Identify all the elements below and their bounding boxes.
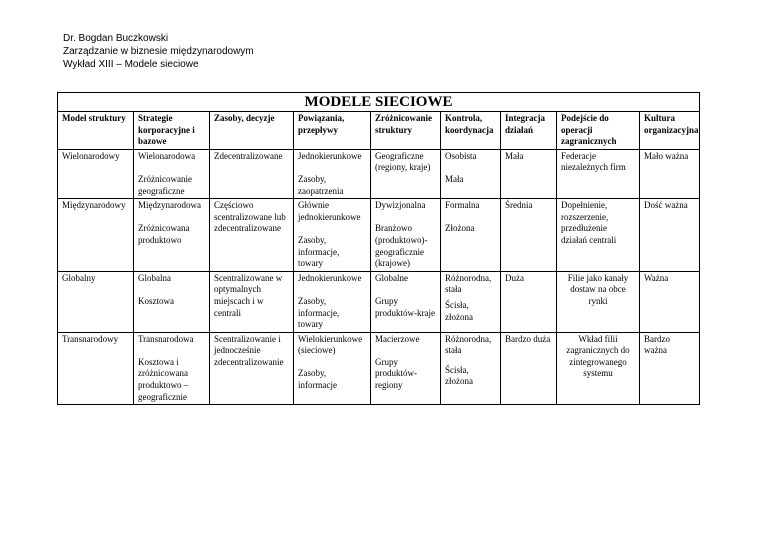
model-cell: Globalny bbox=[58, 271, 134, 332]
culture-cell: Dość ważna bbox=[640, 199, 700, 272]
diversity-cell bbox=[371, 271, 441, 332]
table-row bbox=[58, 199, 700, 272]
author-line: Dr. Bogdan Buczkowski bbox=[63, 33, 169, 44]
diversity-cell bbox=[371, 332, 441, 405]
culture-cell: Bardzo ważna bbox=[640, 332, 700, 405]
links-cell bbox=[294, 271, 371, 332]
document-header bbox=[63, 32, 254, 71]
table-title: MODELE SIECIOWE bbox=[58, 93, 700, 112]
resources-cell: Częściowo scentralizowane lub zdecentralizowane bbox=[210, 199, 294, 272]
approach-cell: Dopełnienie, rozszerzenie, przedłużenie działań centrali bbox=[557, 199, 640, 272]
model-cell: Międzynarodowy bbox=[58, 199, 134, 272]
diversity-type: Globalne bbox=[375, 272, 408, 283]
diversity-detail: Grupy produktów-kraje bbox=[375, 295, 435, 318]
strategy-main: Międzynarodowa bbox=[138, 200, 201, 211]
strategy-cell bbox=[134, 332, 210, 405]
column-header: Podejście do operacji zagranicznych bbox=[557, 112, 640, 150]
control-level: Ścisła, złożona bbox=[445, 299, 473, 322]
strategy-main: Wielonarodowa bbox=[138, 150, 196, 161]
column-header: Powiązania, przepływy bbox=[294, 112, 371, 150]
integration-cell: Bardzo duża bbox=[501, 332, 557, 405]
culture-cell: Mało ważna bbox=[640, 149, 700, 198]
table-row bbox=[58, 332, 700, 405]
header-row bbox=[58, 112, 700, 150]
strategy-cell bbox=[134, 199, 210, 272]
links-direction: Jednokierunkowe bbox=[298, 150, 362, 161]
control-type: Osobista bbox=[445, 150, 477, 161]
integration-cell: Duża bbox=[501, 271, 557, 332]
course-line: Zarządzanie w biznesie międzynarodowym bbox=[63, 46, 254, 57]
links-content: Zasoby, informacje, towary bbox=[298, 295, 340, 330]
links-direction: Głównie jednokierunkowe bbox=[298, 200, 361, 222]
strategy-base: Kosztowa i zróżnicowana produktowo – geograficznie bbox=[138, 356, 189, 402]
column-header: Zróżnicowanie struktury bbox=[371, 112, 441, 150]
integration-cell: Mała bbox=[501, 149, 557, 198]
control-cell bbox=[441, 332, 501, 405]
diversity-cell bbox=[371, 199, 441, 272]
model-cell: Transnarodowy bbox=[58, 332, 134, 405]
culture-cell: Ważna bbox=[640, 271, 700, 332]
links-direction: Jednokierunkowe bbox=[298, 272, 362, 283]
links-cell bbox=[294, 199, 371, 272]
diversity-detail: Grupy produktów-regiony bbox=[375, 356, 417, 391]
column-header: Integracja działań bbox=[501, 112, 557, 150]
resources-cell: Scentralizowanie i jednocześnie zdecentralizowanie bbox=[210, 332, 294, 405]
diversity-detail: Branżowo (produktowo)-geograficznie (krajowe) bbox=[375, 223, 428, 269]
column-header: Strategie korporacyjne i bazowe bbox=[134, 112, 210, 150]
strategy-base: Kosztowa bbox=[138, 295, 174, 306]
control-level: Złożona bbox=[445, 223, 475, 234]
control-type: Formalna bbox=[445, 200, 480, 211]
network-models-table bbox=[57, 92, 700, 405]
links-cell bbox=[294, 332, 371, 405]
table-row bbox=[58, 149, 700, 198]
control-type: Różnorodna, stała bbox=[445, 272, 492, 295]
diversity-type: Macierzowe bbox=[375, 333, 420, 344]
integration-cell: Średnia bbox=[501, 199, 557, 272]
lecture-line: Wykład XIII – Modele sieciowe bbox=[63, 59, 199, 70]
diversity-cell: Geograficzne (regiony, kraje) bbox=[371, 149, 441, 198]
column-header: Kontrola, koordynacja bbox=[441, 112, 501, 150]
title-row bbox=[58, 93, 700, 112]
links-content: Zasoby, informacje, towary bbox=[298, 234, 340, 269]
links-direction: Wielokierunkowe (sieciowe) bbox=[298, 333, 363, 356]
diversity-type: Dywizjonalna bbox=[375, 200, 426, 211]
strategy-cell bbox=[134, 149, 210, 198]
control-cell bbox=[441, 271, 501, 332]
column-header: Kultura organizacyjna bbox=[640, 112, 700, 150]
links-content: Zasoby, informacje bbox=[298, 368, 337, 391]
control-level: Mała bbox=[445, 173, 464, 184]
control-type: Różnorodna, stała bbox=[445, 333, 492, 356]
strategy-base: Zróżnicowana produktowo bbox=[138, 223, 190, 245]
control-cell bbox=[441, 199, 501, 272]
links-cell bbox=[294, 149, 371, 198]
table-row bbox=[58, 271, 700, 332]
strategy-main: Transnarodowa bbox=[138, 333, 194, 344]
approach-cell: Federacje niezależnych firm bbox=[557, 149, 640, 198]
control-level: Ścisła, złożona bbox=[445, 364, 473, 387]
resources-cell: Zdecentralizowane bbox=[210, 149, 294, 198]
strategy-cell bbox=[134, 271, 210, 332]
strategy-main: Globalna bbox=[138, 272, 171, 283]
approach-cell: Filie jako kanały dostaw na obce rynki bbox=[557, 271, 640, 332]
links-content: Zasoby, zaopatrzenia bbox=[298, 173, 344, 196]
resources-cell: Scentralizowane w optymalnych miejscach i w centrali bbox=[210, 271, 294, 332]
strategy-base: Zróżnicowanie geograficzne bbox=[138, 173, 192, 196]
approach-cell: Wkład filii zagranicznych do zintegrowanego systemu bbox=[557, 332, 640, 405]
column-header: Model struktury bbox=[58, 112, 134, 150]
control-cell bbox=[441, 149, 501, 198]
column-header: Zasoby, decyzje bbox=[210, 112, 294, 150]
model-cell: Wielonarodowy bbox=[58, 149, 134, 198]
